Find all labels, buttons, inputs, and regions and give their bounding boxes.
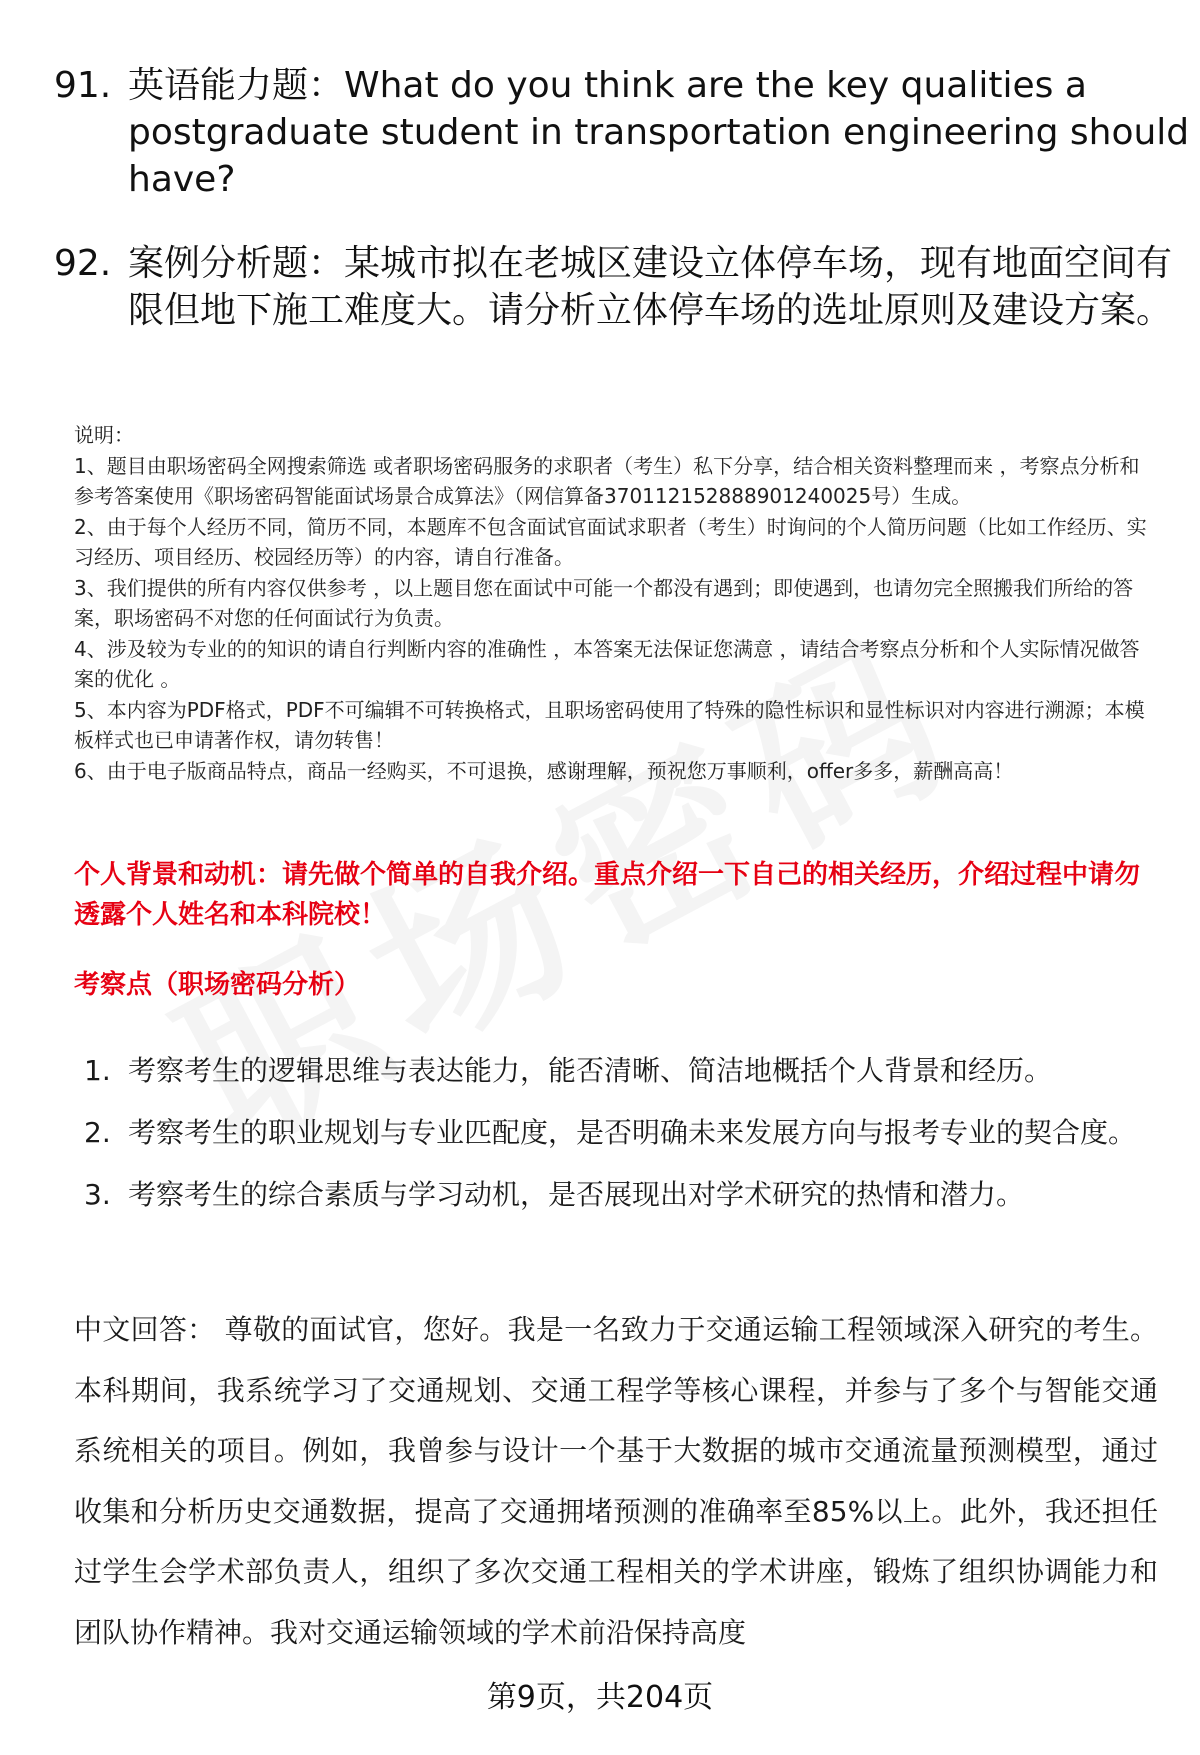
analysis-points-list: [74, 1040, 1154, 1226]
note-item: 4、涉及较为专业的的知识的请自行判断内容的准确性 ，本答案无法保证您满意 ，请结合考察点分析和个人实际情况做答案的优化 。: [74, 636, 1140, 691]
notes-section: [74, 420, 1154, 786]
answer-label: 中文回答：: [74, 1313, 216, 1346]
notes-title: 说明：: [74, 423, 134, 447]
note-item: 3、我们提供的所有内容仅供参考 ，以上题目您在面试中可能一个都没有遇到；即使遇到，也请勿完全照搬我们所给的答案，职场密码不对您的任何面试行为负责。: [74, 575, 1134, 630]
list-item-text: 考察考生的职业规划与专业匹配度，是否明确未来发展方向与报考专业的契合度。: [128, 1116, 1137, 1149]
question-number: 91.: [54, 65, 112, 106]
list-item-number: 1.: [84, 1054, 111, 1087]
list-item-number: 3.: [84, 1178, 111, 1211]
intro-question-heading: 个人背景和动机：请先做个简单的自我介绍。重点介绍一下自己的相关经历，介绍过程中请勿透露个人姓名和本科院校！: [74, 860, 1141, 930]
list-item-text: 考察考生的综合素质与学习动机，是否展现出对学术研究的热情和潜力。: [128, 1178, 1025, 1211]
answer-text: 尊敬的面试官，您好。我是一名致力于交通运输工程领域深入研究的考生。本科期间，我系统学习了交通规划、交通工程学等核心课程，并参与了多个与智能交通系统相关的项目。例如，我曾参与设计一个基于大数据的城市交通流量预测模型，通过收集和分析历史交通数据，提高了交通拥堵预测的准确率至85%以上。此外，我还担任过学生会学术部负责人，组织了多次交通工程相关的学术讲座，锻炼了组织协调能力和团队协作精神。我对交通运输领域的学术前沿保持高度: [74, 1313, 1158, 1649]
chinese-answer: [74, 1300, 1158, 1663]
list-item-text: 考察考生的逻辑思维与表达能力，能否清晰、简洁地概括个人背景和经历。: [128, 1054, 1053, 1087]
note-item: 2、由于每个人经历不同，简历不同，本题库不包含面试官面试求职者（考生）时询问的个人简历问题（比如工作经历、实习经历、项目经历、校园经历等）的内容，请自行准备。: [74, 514, 1147, 569]
note-item: 1、题目由职场密码全网搜索筛选 或者职场密码服务的求职者（考生）私下分享，结合相关资料整理而来 ，考察点分析和参考答案使用《职场密码智能面试场景合成算法》（网信算备370112152888901240025号）生成。: [74, 453, 1140, 508]
note-item: 5、本内容为PDF格式，PDF不可编辑不可转换格式，且职场密码使用了特殊的隐性标识和显性标识对内容进行溯源；本模板样式也已申请著作权，请勿转售！: [74, 697, 1145, 752]
list-item: [74, 1040, 1154, 1102]
note-item: 6、由于电子版商品特点，商品一经购买，不可退换，感谢理解，预祝您万事顺利，offer多多，薪酬高高！: [74, 758, 1014, 783]
question-text: 英语能力题：What do you think are the key qualities a postgraduate student in transportation engineering should have?: [128, 65, 1190, 200]
analysis-heading: 考察点（职场密码分析）: [74, 970, 361, 1000]
question-number: 92.: [54, 243, 112, 284]
list-item: [74, 1164, 1154, 1226]
list-item: [74, 1102, 1154, 1164]
list-item-number: 2.: [84, 1116, 111, 1149]
page-footer: 第9页，共204页: [486, 1680, 714, 1715]
question-text: 案例分析题：某城市拟在老城区建设立体停车场，现有地面空间有限但地下施工难度大。请分析立体停车场的选址原则及建设方案。: [128, 243, 1173, 331]
